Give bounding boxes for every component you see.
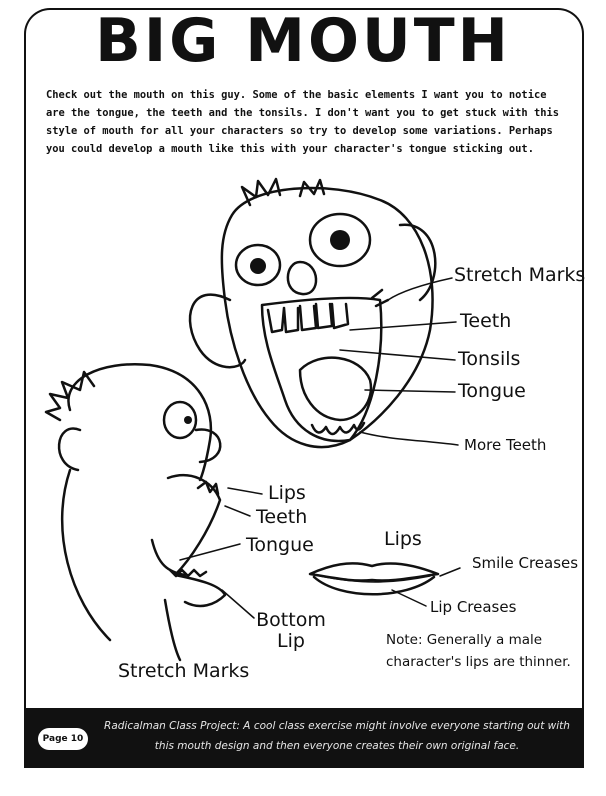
label-lips-title: Lips [384, 528, 422, 550]
top-face-teeth [268, 304, 348, 332]
label-teeth-top: Teeth [460, 310, 512, 332]
side-face-ear [59, 429, 80, 470]
top-face-head [222, 188, 433, 447]
leader-bottom-lip [222, 590, 254, 618]
page-number-badge: Page 10 [38, 728, 88, 750]
leader-smile-creases [440, 568, 460, 576]
top-face-tongue [300, 358, 371, 420]
top-face-nose [288, 262, 316, 294]
side-face-pupil [184, 416, 192, 424]
footer-project-text: Radicalman Class Project: A cool class exercise might involve everyone starting out with this mouth design and then everyone creates their own original face. [104, 720, 570, 752]
label-tonsils: Tonsils [458, 348, 521, 370]
label-lips-side: Lips [268, 482, 306, 504]
leader-lip-creases [392, 590, 426, 606]
label-smile-creases: Smile Creases [472, 554, 579, 572]
top-face-hair [242, 179, 324, 205]
top-face-left-pupil [250, 258, 266, 274]
top-face-right-pupil [330, 230, 350, 250]
leader-teeth-side [225, 506, 250, 516]
leader-teeth-top [350, 322, 456, 330]
intro-paragraph: Check out the mouth on this guy. Some of the basic elements I want you to notice are the tongue, the teeth and the tonsils. I don't want you to get stuck with this style of mouth for all your characters so try to develop some variations. Perhaps you could develop a mouth like this with your character's tongue sticking out. [46, 89, 559, 155]
label-teeth-side: Teeth [256, 506, 308, 528]
label-more-teeth: More Teeth [464, 436, 547, 454]
leader-stretch-marks-top [388, 278, 452, 300]
lips-note-line1: Note: Generally a male [386, 632, 543, 648]
label-stretch-marks-side: Stretch Marks [118, 660, 250, 682]
lips-note-line2: character's lips are thinner. [386, 654, 571, 670]
leader-tongue-top [365, 390, 455, 392]
leader-tongue-side [180, 544, 240, 560]
label-tongue-top: Tongue [458, 380, 526, 402]
page-title: BIG MOUTH [95, 6, 511, 76]
label-tongue-side: Tongue [246, 534, 314, 556]
label-bottom-lip: Bottom Lip [256, 609, 326, 652]
leader-tonsils [340, 350, 455, 360]
side-face-mouth-open [168, 475, 225, 606]
label-lip-creases: Lip Creases [430, 598, 517, 616]
footer-bar [24, 708, 584, 768]
leader-lips-side [228, 488, 262, 494]
leader-more-teeth [360, 432, 458, 445]
label-stretch-marks-top: Stretch Marks [454, 264, 586, 286]
